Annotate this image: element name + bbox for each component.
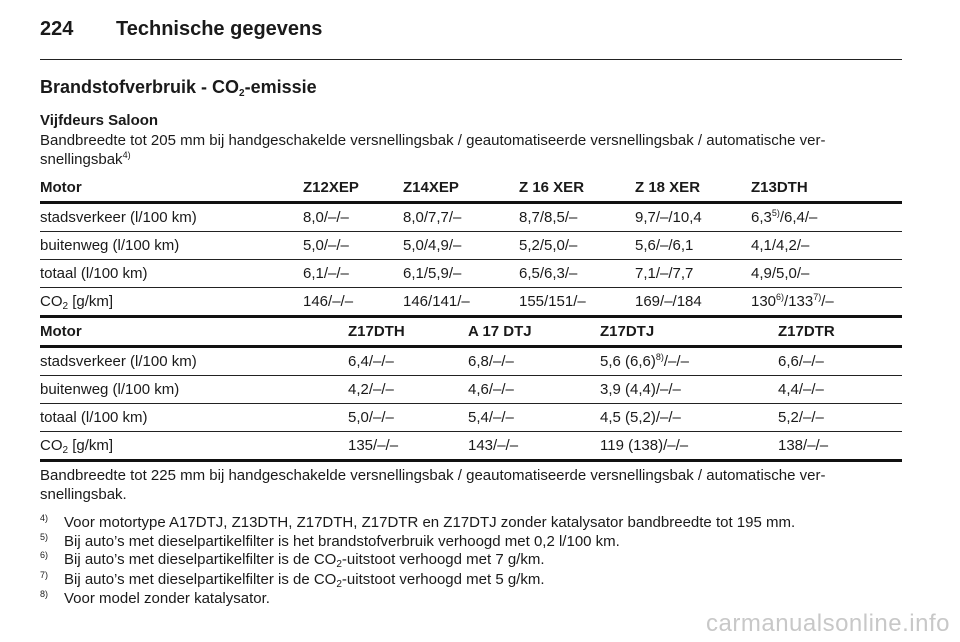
column-header: Z17DTJ — [600, 316, 778, 347]
footnote-mark: 4) — [40, 513, 49, 523]
column-header: A 17 DTJ — [468, 316, 600, 347]
table-cell: 169/–/184 — [635, 288, 751, 317]
footnote-mark: 6) — [40, 550, 49, 560]
table-cell: 6,1/–/– — [303, 260, 403, 288]
table-header-row — [40, 172, 902, 203]
site-watermark: carmanualsonline.info — [706, 610, 950, 637]
footnote-text: Bij auto’s met dieselpartikelfilter is de CO — [64, 551, 337, 568]
table-row — [40, 404, 902, 432]
footnote-text: Bij auto’s met dieselpartikelfilter is het brandstofverbruik verhoogd met 0,2 l/100 km. — [64, 533, 620, 550]
footnote — [40, 532, 902, 550]
table-cell: $CO_2$ [g/km] — [40, 288, 303, 317]
table-cell: 5,2/–/– — [778, 404, 902, 432]
table-row — [40, 232, 902, 260]
table-cell: buitenweg (l/100 km) — [40, 232, 303, 260]
table-cell: totaal (l/100 km) — [40, 260, 303, 288]
table-header-row — [40, 316, 902, 347]
page-header — [40, 18, 322, 41]
table-cell: 9,7/–/10,4 — [635, 203, 751, 232]
footnote-text-suffix: -uitstoot verhoogd met 7 g/km. — [341, 551, 545, 568]
column-header: Motor — [40, 316, 348, 347]
subsection-title: Vijfdeurs Saloon — [40, 112, 159, 129]
table-cell: 5,6 $(6,6)^{8)}/-/-$ — [600, 347, 778, 376]
table-cell: 5,0/–/– — [348, 404, 468, 432]
intro-paragraph — [40, 131, 902, 169]
table-row — [40, 347, 902, 376]
table-cell: 8,7/8,5/– — [519, 203, 635, 232]
consumption-table-1 — [40, 172, 902, 318]
footnote-mark: 7) — [40, 570, 49, 580]
column-header: Z13DTH — [751, 172, 902, 203]
header-divider — [40, 59, 902, 60]
footnote-ref: 8) — [655, 352, 664, 362]
intro-footnote-ref: 4) — [122, 150, 131, 160]
column-header: Z 16 XER — [519, 172, 635, 203]
consumption-table-2 — [40, 316, 902, 462]
page-number: 224 — [40, 18, 74, 40]
table-cell: 146/141/– — [403, 288, 519, 317]
table-cell: stadsverkeer (l/100 km) — [40, 347, 348, 376]
column-header: Z14XEP — [403, 172, 519, 203]
table-cell: 130$^{6)}$/133$^{7)}$/– — [751, 288, 902, 317]
table-row — [40, 432, 902, 461]
subscript: 2 — [62, 301, 69, 312]
table-cell: 4,6/–/– — [468, 376, 600, 404]
footnote-ref: 6) — [776, 292, 785, 302]
section-title-text: Brandstofverbruik - CO — [40, 77, 240, 97]
table-cell: 4,5 (5,2)/–/– — [600, 404, 778, 432]
footnote-text: Voor model zonder katalysator. — [64, 590, 270, 607]
table-cell: stadsverkeer (l/100 km) — [40, 203, 303, 232]
footnote-mark: 8) — [40, 589, 49, 599]
table-cell: 8,0/–/– — [303, 203, 403, 232]
table-cell: 4,1/4,2/– — [751, 232, 902, 260]
tire-width-note: Bandbreedte tot 225 mm bij handgeschakelde versnellingsbak / geautomatiseerde versnellingsbak / automatische versnellingsbak. — [40, 467, 826, 503]
column-header: Motor — [40, 172, 303, 203]
table-cell: 8,0/7,7/– — [403, 203, 519, 232]
footnote — [40, 570, 902, 588]
table-row — [40, 203, 902, 232]
column-header: Z12XEP — [303, 172, 403, 203]
table-cell: 5,4/–/– — [468, 404, 600, 432]
table-cell: 5,6/–/6,1 — [635, 232, 751, 260]
footnote-ref: 7) — [813, 292, 822, 302]
table-cell: 143/–/– — [468, 432, 600, 461]
section-title-subscript: 2 — [239, 88, 245, 99]
table-cell: 146/–/– — [303, 288, 403, 317]
intro-text: Bandbreedte tot 205 mm bij handgeschakelde versnellingsbak / geautomatiseerde versnellingsbak / automatische versnellingsbak — [40, 132, 826, 168]
subscript: 2 — [62, 445, 69, 456]
table-cell: 6,6/–/– — [778, 347, 902, 376]
footnote-text: Bij auto’s met dieselpartikelfilter is de CO — [64, 571, 337, 588]
footnote-text: Voor motortype A17DTJ, Z13DTH, Z17DTH, Z17DTR en Z17DTJ zonder katalysator bandbreedte tot 195 mm. — [64, 514, 796, 531]
table-cell: 6,1/5,9/– — [403, 260, 519, 288]
table-cell: buitenweg (l/100 km) — [40, 376, 348, 404]
table-cell: 135/–/– — [348, 432, 468, 461]
section-title — [40, 77, 317, 98]
table-cell: $CO_2$ [g/km] — [40, 432, 348, 461]
table-cell: 4,4/–/– — [778, 376, 902, 404]
table-cell: 4,9/5,0/– — [751, 260, 902, 288]
table-row — [40, 260, 902, 288]
table-cell: 6,4/–/– — [348, 347, 468, 376]
table-cell: 6,3$^{5)}$/6,4/– — [751, 203, 902, 232]
table-cell: 155/151/– — [519, 288, 635, 317]
column-header: Z17DTH — [348, 316, 468, 347]
table-cell: 119 (138)/–/– — [600, 432, 778, 461]
table-cell: 4,2/–/– — [348, 376, 468, 404]
footnote-subscript: 2 — [336, 559, 342, 570]
column-header: Z 18 XER — [635, 172, 751, 203]
table-cell: totaal (l/100 km) — [40, 404, 348, 432]
footnote — [40, 550, 902, 568]
section-title-suffix: -emissie — [244, 77, 317, 97]
table-row — [40, 288, 902, 317]
page-title: Technische gegevens — [116, 18, 323, 40]
column-header: Z17DTR — [778, 316, 902, 347]
footnote-text-suffix: -uitstoot verhoogd met 5 g/km. — [341, 571, 545, 588]
table-cell: 3,9 (4,4)/–/– — [600, 376, 778, 404]
table-cell: 138/–/– — [778, 432, 902, 461]
table-cell: 5,2/5,0/– — [519, 232, 635, 260]
footnote-ref: 5) — [771, 208, 780, 218]
table-row — [40, 376, 902, 404]
table-cell: 5,0/4,9/– — [403, 232, 519, 260]
footnote — [40, 513, 902, 531]
table-cell: 5,0/–/– — [303, 232, 403, 260]
footnote-mark: 5) — [40, 532, 49, 542]
footnote — [40, 589, 902, 607]
table-cell: 6,5/6,3/– — [519, 260, 635, 288]
table-cell: 7,1/–/7,7 — [635, 260, 751, 288]
footnote-subscript: 2 — [336, 579, 342, 590]
table-cell: 6,8/–/– — [468, 347, 600, 376]
